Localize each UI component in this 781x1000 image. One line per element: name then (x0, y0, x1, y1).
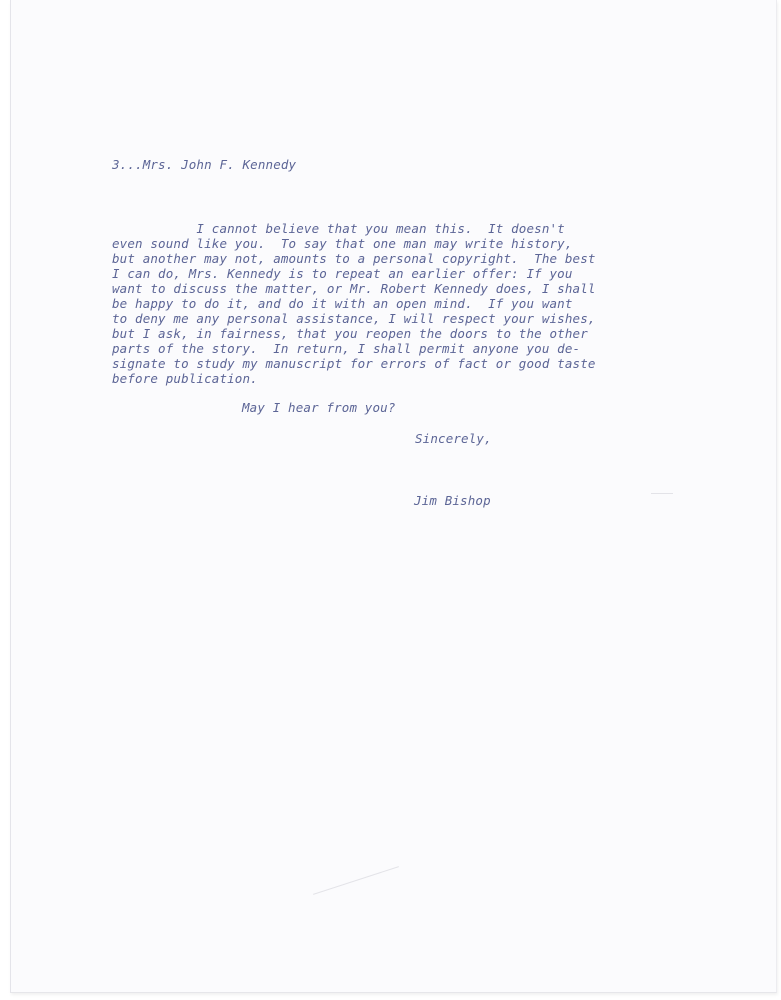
letter-page (10, 0, 777, 993)
closing: Sincerely, (415, 431, 492, 446)
body-line: signate to study my manuscript for errors of fact or good taste (112, 356, 596, 371)
page-header: 3...Mrs. John F. Kennedy (112, 157, 297, 172)
body-line: I can do, Mrs. Kennedy is to repeat an earlier offer: If you (112, 266, 573, 281)
signature-name: Jim Bishop (414, 493, 491, 508)
body-line: to deny me any personal assistance, I will respect your wishes, (112, 311, 596, 326)
body-line: parts of the story. In return, I shall permit anyone you de- (112, 341, 581, 356)
body-line: want to discuss the matter, or Mr. Robert Kennedy does, I shall (112, 281, 596, 296)
paper-mark (651, 493, 673, 494)
paper-mark (313, 866, 399, 895)
body-line: even sound like you. To say that one man may write history, (112, 236, 573, 251)
body-line: before publication. (112, 371, 258, 386)
closing-question: May I hear from you? (242, 400, 396, 415)
body-line: I cannot believe that you mean this. It doesn't (112, 221, 565, 236)
body-line: be happy to do it, and do it with an open mind. If you want (112, 296, 573, 311)
body-line: but I ask, in fairness, that you reopen the doors to the other (112, 326, 588, 341)
body-line: but another may not, amounts to a personal copyright. The best (112, 251, 596, 266)
